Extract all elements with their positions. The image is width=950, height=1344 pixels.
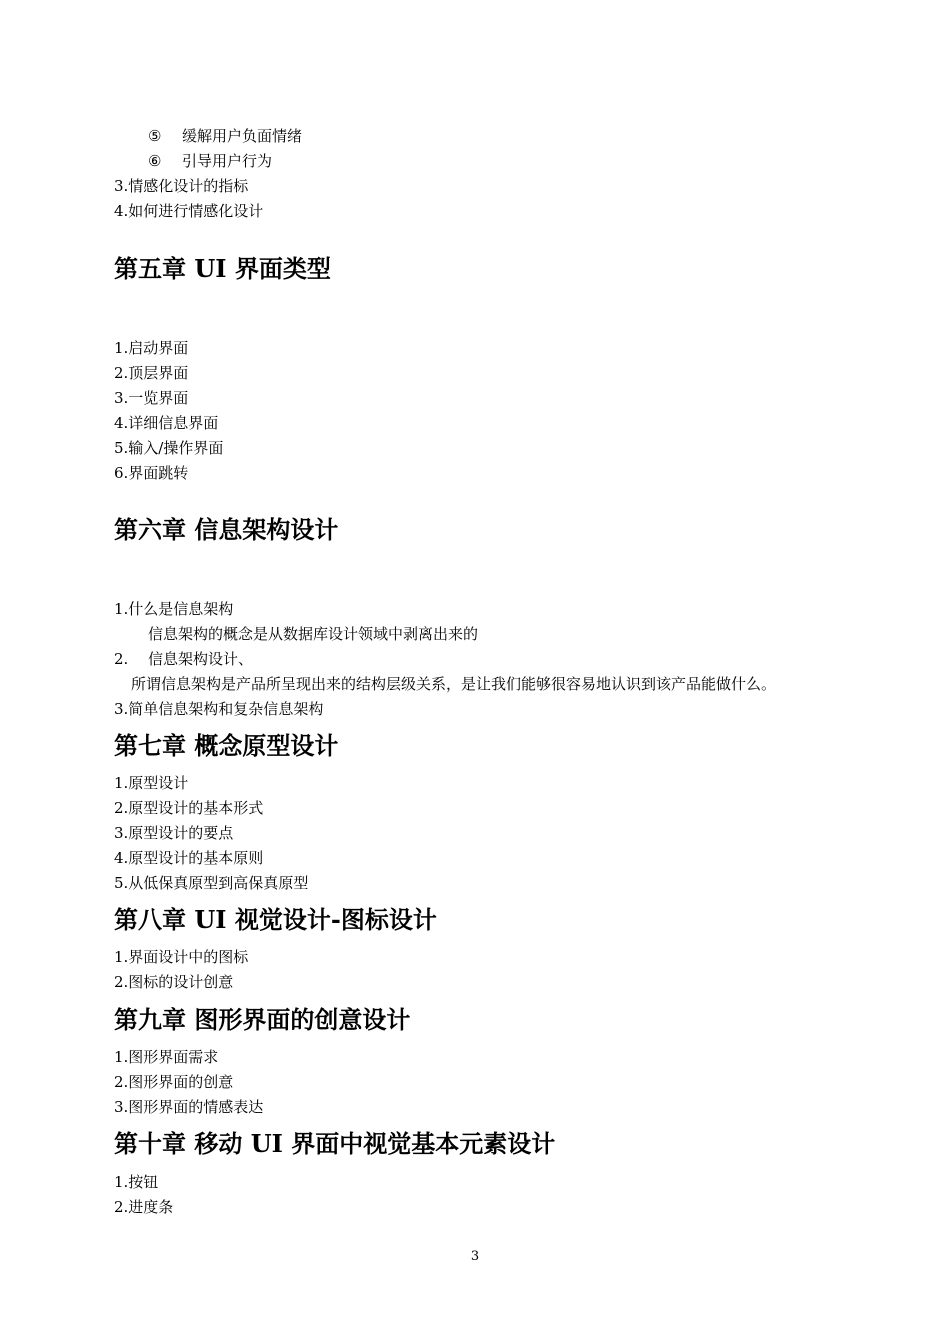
item-number: 2. [114,650,129,668]
section-item: 3.简单信息架构和复杂信息架构 [114,700,324,718]
section-item: 3.原型设计的要点 [114,824,234,842]
section-item: 1.原型设计 [114,774,189,792]
list-item-5 [148,126,302,146]
page-number: 3 [470,1249,480,1264]
section-description: 所谓信息架构是产品所呈现出来的结构层级关系，是让我们能够很容易地认识到该产品能做什么。 [131,675,777,693]
section-item: 1.启动界面 [114,339,189,357]
section-item: 1.按钮 [114,1173,159,1191]
section-item: 4.如何进行情感化设计 [114,202,264,220]
section-item: 3.一览界面 [114,389,189,407]
section-description: 信息架构的概念是从数据库设计领域中剥离出来的 [148,625,479,643]
section-item: 5.从低保真原型到高保真原型 [114,874,309,892]
list-item-6 [148,151,272,171]
section-item: 5.输入/操作界面 [114,439,224,457]
section-item: 4.详细信息界面 [114,414,219,432]
section-item: 2.图标的设计创意 [114,973,234,991]
chapter-5-heading: 第五章 UI 界面类型 [114,254,331,283]
list-item-text: 引导用户行为 [182,152,273,170]
section-item: 3.情感化设计的指标 [114,177,249,195]
chapter-6-heading: 第六章 信息架构设计 [114,515,339,544]
circled-number-5: ⑤ [148,127,162,145]
section-item: 3.图形界面的情感表达 [114,1098,264,1116]
item-text: 信息架构设计、 [148,650,254,668]
section-item: 1.图形界面需求 [114,1048,219,1066]
chapter-7-heading: 第七章 概念原型设计 [114,731,339,760]
list-item-text: 缓解用户负面情绪 [182,127,303,145]
chapter-9-heading: 第九章 图形界面的创意设计 [114,1005,411,1034]
chapter-10-heading: 第十章 移动 UI 界面中视觉基本元素设计 [114,1129,556,1158]
circled-number-6: ⑥ [148,152,162,170]
section-item: 2.图形界面的创意 [114,1073,234,1091]
section-item: 1.界面设计中的图标 [114,948,249,966]
section-item: 1.什么是信息架构 [114,600,234,618]
section-item [114,649,253,669]
chapter-8-heading: 第八章 UI 视觉设计-图标设计 [114,905,437,934]
section-item: 6.界面跳转 [114,464,189,482]
section-item: 2.进度条 [114,1198,174,1216]
section-item: 2.顶层界面 [114,364,189,382]
section-item: 4.原型设计的基本原则 [114,849,264,867]
section-item: 2.原型设计的基本形式 [114,799,264,817]
